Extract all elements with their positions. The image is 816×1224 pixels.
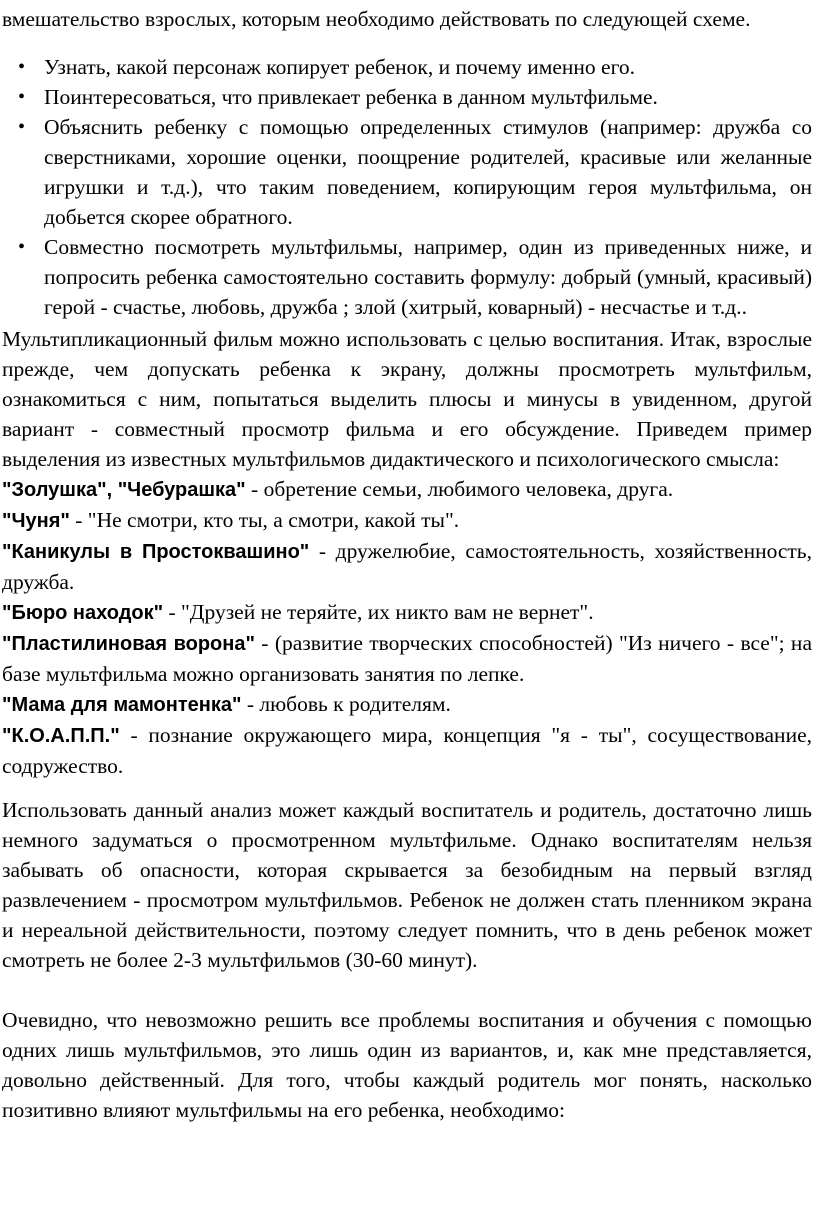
example-title: "Чуня": [2, 510, 70, 532]
example-item: [2, 597, 812, 628]
example-text: - "Не смотри, кто ты, а смотри, какой ты".: [69, 508, 460, 532]
example-text: - познание окружающего мира, концепция "я - ты", сосуществование, содружество.: [2, 723, 812, 778]
cartoon-examples: [2, 474, 812, 781]
paragraph-upbringing: Мультипликационный фильм можно использовать с целью воспитания. Итак, взрослые прежде, чем допускать ребенка к экрану, должны просмотреть мультфильм, ознакомиться с ним, попытаться выделить плюсы и минусы в увиденном, другой вариант - совместный просмотр фильма и его обсуждение. Приведем пример выделения из известных мультфильмов дидактического и психологического смысла:: [2, 327, 812, 471]
example-text: - любовь к родителям.: [241, 692, 451, 716]
example-item: [2, 474, 812, 505]
example-item: [2, 628, 812, 689]
example-title: "Каникулы в Простоквашино": [2, 541, 310, 563]
paragraph-spacer: [2, 975, 812, 1005]
example-title: "К.О.А.П.П.": [2, 725, 120, 747]
intro-text: вмешательство взрослых, которым необходимо действовать по следующей схеме.: [2, 7, 751, 31]
paragraph-analysis: Использовать данный анализ может каждый воспитатель и родитель, достаточно лишь немного задуматься о просмотренном мультфильме. Однако воспитателям нельзя забывать об опасности, которая скрывается за безобидным на первый взгляд развлечением - просмотром мультфильмов. Ребенок не должен стать пленником экрана и нереальной действительности, поэтому следует помнить, что в день ребенок может смотреть не более 2-3 мультфильмов (30-60 минут).: [2, 798, 812, 972]
example-text: - обретение семьи, любимого человека, друга.: [245, 477, 674, 501]
example-title: "Мама для мамонтенка": [2, 694, 242, 716]
example-item: [2, 720, 812, 781]
list-item: • Совместно посмотреть мультфильмы, например, один из приведенных ниже, и попросить ребенка самостоятельно составить формулу: добрый (умный, красивый) герой - счастье, любовь, дружба ; злой (хитрый, коварный) - несчастье и т.д..: [44, 232, 812, 322]
example-item: [2, 505, 812, 536]
paragraph-conclusion: Очевидно, что невозможно решить все проблемы воспитания и обучения с помощью одних лишь мультфильмов, это лишь один из вариантов, и, как мне представляется, довольно действенный. Для того, чтобы каждый родитель мог понять, насколько позитивно влияют мультфильмы на его ребенка, необходимо:: [2, 1008, 812, 1122]
example-text: - дружелюбие, самостоятельность, хозяйственность, дружба.: [2, 539, 812, 594]
list-item: • Узнать, какой персонаж копирует ребенок, и почему именно его.: [44, 52, 812, 82]
example-title: "Пластилиновая ворона": [2, 633, 255, 655]
list-item: • Объяснить ребенку с помощью определенных стимулов (например: дружба со сверстниками, хорошие оценки, поощрение родителей, красивые или желанные игрушки и т.д.), что таким поведением, копирующим героя мультфильма, он добьется скорее обратного.: [44, 112, 812, 232]
list-item: • Поинтересоваться, что привлекает ребенка в данном мультфильме.: [44, 82, 812, 112]
example-text: - "Друзей не теряйте, их никто вам не вернет".: [163, 600, 594, 624]
bullet-list: [2, 52, 812, 322]
example-item: [2, 689, 812, 720]
document-page: [0, 4, 812, 1125]
example-item: [2, 536, 812, 597]
example-title: "Золушка", "Чебурашка": [2, 479, 246, 501]
example-text: - (развитие творческих способностей) "Из ничего - все"; на базе мультфильма можно организовать занятия по лепке.: [2, 631, 812, 686]
example-title: "Бюро находок": [2, 602, 164, 624]
